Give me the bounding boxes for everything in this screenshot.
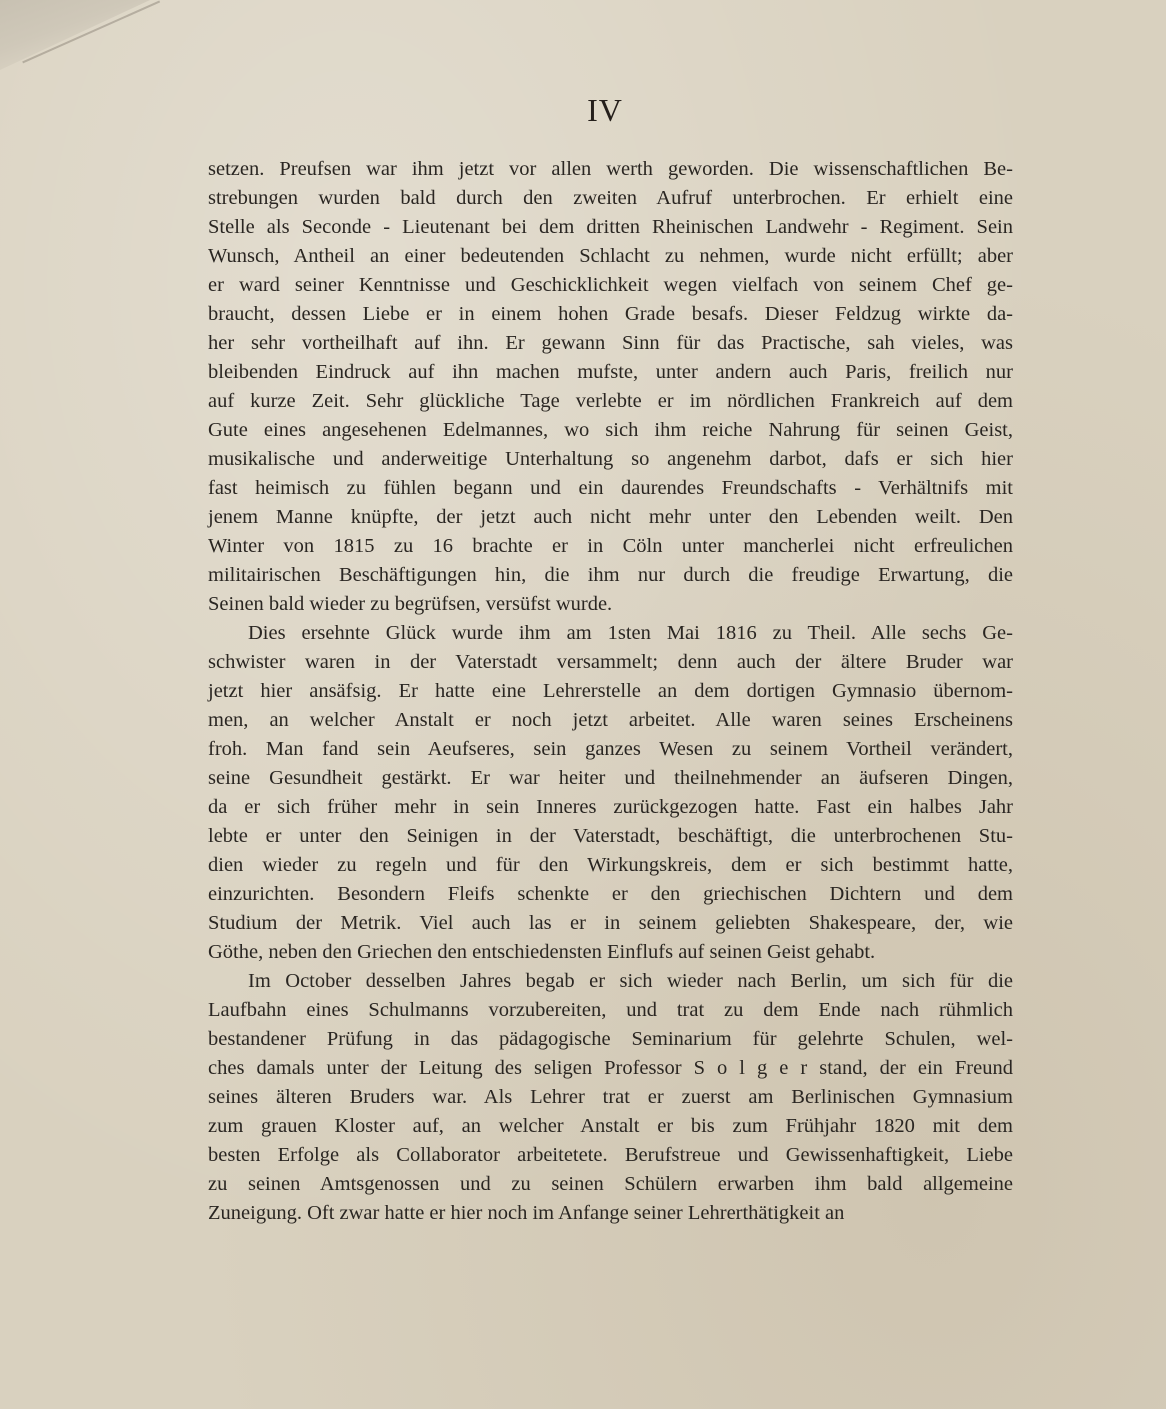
text-line: Zuneigung. Oft zwar hatte er hier noch im Anfange seiner Lehrerthätigkeit an	[208, 1202, 845, 1224]
paragraph	[208, 619, 1013, 967]
text-line: fast heimisch zu fühlen begann und ein daurendes Freundschafts - Verhältnifs mit	[208, 477, 1013, 499]
text-line: Stelle als Seconde - Lieutenant bei dem dritten Rheinischen Landwehr - Regiment. Sein	[208, 216, 1013, 238]
body-text	[208, 155, 1013, 1228]
folded-corner	[0, 0, 150, 70]
text-line: Wunsch, Antheil an einer bedeutenden Schlacht zu nehmen, wurde nicht erfüllt; aber	[208, 245, 1013, 267]
text-line: auf kurze Zeit. Sehr glückliche Tage verlebte er im nördlichen Frankreich auf dem	[208, 390, 1013, 412]
text-line: einzurichten. Besondern Fleifs schenkte er den griechischen Dichtern und dem	[208, 883, 1013, 905]
text-line: Gute eines angesehenen Edelmannes, wo sich ihm reiche Nahrung für seinen Geist,	[208, 419, 1013, 441]
text-line: jetzt hier ansäfsig. Er hatte eine Lehrerstelle an dem dortigen Gymnasio übernom-	[208, 680, 1013, 702]
text-line: seine Gesundheit gestärkt. Er war heiter und theilnehmender an äufseren Dingen,	[208, 767, 1013, 789]
text-line: Seinen bald wieder zu begrüfsen, versüfst wurde.	[208, 593, 613, 615]
text-line: bleibenden Eindruck auf ihn machen mufste, unter andern auch Paris, freilich nur	[208, 361, 1013, 383]
text-line: militairischen Beschäftigungen hin, die ihm nur durch die freudige Erwartung, die	[208, 564, 1013, 586]
text-line: jenem Manne knüpfte, der jetzt auch nicht mehr unter den Lebenden weilt. Den	[208, 506, 1013, 528]
text-line: lebte er unter den Seinigen in der Vaterstadt, beschäftigt, die unterbrochenen Stu-	[208, 825, 1013, 847]
text-line: schwister waren in der Vaterstadt versammelt; denn auch der ältere Bruder war	[208, 651, 1013, 673]
text-line: zum grauen Kloster auf, an welcher Anstalt er bis zum Frühjahr 1820 mit dem	[208, 1115, 1013, 1137]
text-line: er ward seiner Kenntnisse und Geschicklichkeit wegen vielfach von seinem Chef ge-	[208, 274, 1013, 296]
text-line: musikalische und anderweitige Unterhaltung so angenehm darbot, dafs er sich hier	[208, 448, 1013, 470]
text-line: Im October desselben Jahres begab er sich wieder nach Berlin, um sich für die	[248, 970, 1013, 992]
text-line: Laufbahn eines Schulmanns vorzubereiten, und trat zu dem Ende nach rühmlich	[208, 999, 1013, 1021]
text-line: Studium der Metrik. Viel auch las er in seinem geliebten Shakespeare, der, wie	[208, 912, 1013, 934]
text-line: setzen. Preufsen war ihm jetzt vor allen werth geworden. Die wissenschaftlichen Be-	[208, 158, 1013, 180]
text-line: dien wieder zu regeln und für den Wirkungskreis, dem er sich bestimmt hatte,	[208, 854, 1013, 876]
text-line: Göthe, neben den Griechen den entschiedensten Einflufs auf seinen Geist gehabt.	[208, 941, 876, 963]
paragraph	[208, 155, 1013, 619]
text-line: strebungen wurden bald durch den zweiten Aufruf unterbrochen. Er erhielt eine	[208, 187, 1013, 209]
text-line: Winter von 1815 zu 16 brachte er in Cöln unter mancherlei nicht erfreulichen	[208, 535, 1013, 557]
paragraph	[208, 967, 1013, 1228]
text-line: seines älteren Bruders war. Als Lehrer trat er zuerst am Berlinischen Gymnasium	[208, 1086, 1013, 1108]
text-line: men, an welcher Anstalt er noch jetzt arbeitet. Alle waren seines Erscheinens	[208, 709, 1013, 731]
page-number: IV	[587, 92, 623, 128]
text-line: zu seinen Amtsgenossen und zu seinen Schülern erwarben ihm bald allgemeine	[208, 1173, 1013, 1195]
text-line: besten Erfolge als Collaborator arbeitetete. Berufstreue und Gewissenhaftigkeit, Liebe	[208, 1144, 1013, 1166]
text-line: her sehr vortheilhaft auf ihn. Er gewann Sinn für das Practische, sah vieles, was	[208, 332, 1013, 354]
text-line: froh. Man fand sein Aeufseres, sein ganzes Wesen zu seinem Vortheil verändert,	[208, 738, 1013, 760]
text-line: bestandener Prüfung in das pädagogische Seminarium für gelehrte Schulen, wel-	[208, 1028, 1013, 1050]
text-line: Dies ersehnte Glück wurde ihm am 1sten Mai 1816 zu Theil. Alle sechs Ge-	[248, 622, 1013, 644]
text-line: braucht, dessen Liebe er in einem hohen Grade besafs. Dieser Feldzug wirkte da-	[208, 303, 1013, 325]
text-line: da er sich früher mehr in sein Inneres zurückgezogen hatte. Fast ein halbes Jahr	[208, 796, 1013, 818]
text-line: ches damals unter der Leitung des seligen Professor S o l g e r stand, der ein Freund	[208, 1057, 1013, 1079]
